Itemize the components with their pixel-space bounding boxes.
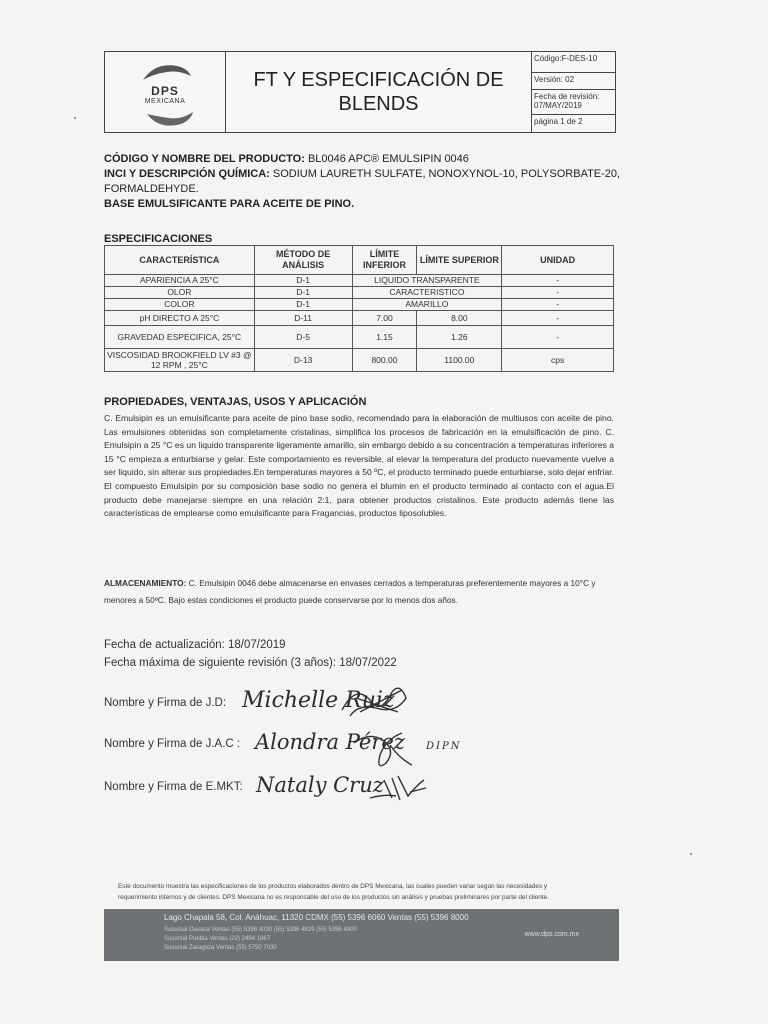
storage-label: ALMACENAMIENTO: [104, 578, 187, 588]
dates-section [104, 636, 397, 672]
scan-speck [690, 853, 692, 855]
cell-uni: - [502, 326, 614, 349]
product-code-line [104, 152, 624, 167]
meta-fecha-revision: Fecha de revisión: 07/MAY/2019 [532, 90, 615, 115]
meta-version: Versión: 02 [532, 73, 615, 90]
title-line-1: FT Y ESPECIFICACIÓN DE [253, 69, 504, 91]
signature-emkt-scribble-icon [366, 766, 430, 808]
cell-range: LIQUIDO TRANSPARENTE [352, 275, 502, 287]
title-line-2: BLENDS [338, 93, 419, 115]
product-info [104, 152, 624, 212]
footer-branch-2: Sucursal Puebla Ventas (22) 2494 1867 [164, 936, 271, 942]
fecha-siguiente-revision: Fecha máxima de siguiente revisión (3 años): 18/07/2022 [104, 657, 397, 669]
signature-emkt-label: Nombre y Firma de E.MKT: [104, 781, 243, 793]
product-base-text: BASE EMULSIFICANTE PARA ACEITE DE PINO. [104, 198, 355, 210]
cell-car: APARIENCIA A 25°C [105, 275, 255, 287]
col-inferior: LÍMITE INFERIOR [352, 246, 417, 275]
properties-text: C. Emulsipin es un emulsificante para aceite de pino base sodio, recomendado para la elaboración de multiusos con aceite de pino. Las emulsiones obtenidas son completamente cristalinas, simplifica los procesos de fabricación en la emulsificación de pino. C. Emulsipin a 25 °C es un liquido transparente ligeramente amarillo, sin embargo debido a su concentración a temperaturas inferiores a 15 °C empieza a enturbiarse y gelar. Este comportamiento es reversible, al elevar la temperatura del producto nuevamente vuelve a ser liquido, sin alterar sus propiedades.En temperaturas mayores a 50 ºC, el producto terminado puede enturbiarse, solo dejar enfriar. El compuesto Emulsipin por su composición base sodio no genera el blumin en el producto terminado al contacto con el agua.El producto debe manejarse siempre en una relación 2:1, para obtener productos cristalinos. Este producto además tiene las características de emplearse como emulsificante para Fragancias, productos liposolubles. [104, 413, 614, 519]
cell-uni: - [502, 287, 614, 299]
company-logo [105, 52, 226, 132]
footer-band [104, 909, 619, 961]
document-title [226, 52, 532, 132]
table-row [105, 299, 614, 311]
col-caracteristica: CARACTERÍSTICA [105, 246, 255, 275]
cell-range: CARACTERISTICO [352, 287, 502, 299]
logo-subtitle: MEXICANA [144, 98, 186, 105]
cell-range: AMARILLO [352, 299, 502, 311]
table-row [105, 311, 614, 326]
fecha-actualizacion: Fecha de actualización: 18/07/2019 [104, 639, 286, 651]
disclaimer-line-2: requerimiento internos y de clientes. DPS Mexicana no es responsable del uso de los productos sin análisis y pruebas preliminares por parte del cliente. [118, 894, 549, 901]
table-row [105, 275, 614, 287]
disclaimer [118, 881, 638, 903]
product-inci-label: INCI Y DESCRIPCIÓN QUÍMICA: [104, 168, 270, 180]
document-meta [532, 52, 615, 132]
product-code-label: CÓDIGO Y NOMBRE DEL PRODUCTO: [104, 153, 305, 165]
cell-car: COLOR [105, 299, 255, 311]
col-superior: LÍMITE SUPERIOR [417, 246, 502, 275]
product-inci-value: SODIUM LAURETH SULFATE, NONOXYNOL-10, POLYSORBATE-20, FORMALDEHYDE. [104, 168, 621, 195]
cell-met: D-13 [254, 349, 352, 372]
specs-table [104, 245, 614, 372]
footer-website: www.dps.com.mx [524, 931, 579, 938]
cell-inf: 7.00 [352, 311, 417, 326]
cell-met: D-1 [254, 287, 352, 299]
cell-car: OLOR [105, 287, 255, 299]
product-code-value: BL0046 APC® EMULSIPIN 0046 [307, 153, 469, 165]
specs-header-row [105, 246, 614, 275]
cell-sup: 8.00 [417, 311, 502, 326]
signature-jd-label: Nombre y Firma de J.D: [104, 697, 227, 709]
signature-jac-label: Nombre y Firma de J.A.C : [104, 738, 241, 750]
signature-jac-name: Alondra Pérez [255, 730, 405, 754]
col-metodo: MÉTODO DE ANÁLISIS [254, 246, 352, 275]
footer-address: Lago Chapala 58, Col. Anáhuac, 11320 CDMX (55) 5396 6060 Ventas (55) 5396 8000 [164, 913, 469, 922]
signature-emkt-name: Nataly Cruz [256, 773, 384, 797]
specs-title: ESPECIFICACIONES [104, 233, 213, 245]
signature-jac-extra: DIPN [426, 741, 462, 752]
disclaimer-line-1: Este documento muestra las especificaciones de los productos elaborados dentro de DPS Mexicana, las cuales pueden variar según las necesidades y [118, 883, 548, 890]
footer-branch-1: Sucursal Oaxaca Ventas (55) 5396 4030 (55) 5396 4829 (55) 5396 4000 [164, 927, 357, 933]
signature-jd-scribble-icon [336, 680, 416, 724]
cell-sup: 1100.00 [417, 349, 502, 372]
cell-car: GRAVEDAD ESPECIFICA, 25°C [105, 326, 255, 349]
cell-inf: 1.15 [352, 326, 417, 349]
cell-met: D-5 [254, 326, 352, 349]
meta-codigo: Código:F-DES-10 [532, 52, 615, 73]
cell-met: D-11 [254, 311, 352, 326]
scan-speck [74, 117, 76, 119]
col-unidad: UNIDAD [502, 246, 614, 275]
storage-text: C. Emulsipin 0046 debe almacenarse en envases cerrados a temperaturas preferentemente mayores a 10°C y menores a 50ºC. Bajo estas condiciones el producto puede conservarse por lo menos dos años. [104, 578, 596, 605]
cell-sup: 1.26 [417, 326, 502, 349]
product-base [104, 197, 624, 212]
cell-met: D-1 [254, 299, 352, 311]
table-row [105, 287, 614, 299]
cell-uni: - [502, 275, 614, 287]
product-inci-line [104, 167, 624, 197]
document-header [104, 51, 616, 133]
table-row [105, 349, 614, 372]
cell-car: VISCOSIDAD BROOKFIELD LV #3 @ 12 RPM , 25°C [105, 349, 255, 372]
signature-jd-name: Michelle Ruiz [242, 688, 395, 713]
cell-met: D-1 [254, 275, 352, 287]
table-row [105, 326, 614, 349]
logo-name: DPS [151, 84, 179, 98]
cell-uni: cps [502, 349, 614, 372]
footer-branch-3: Sucursal Zaragoza Ventas (55) 5750 7030 [164, 945, 277, 951]
cell-uni: - [502, 299, 614, 311]
storage-section [104, 575, 619, 609]
meta-pagina: página 1 de 2 [534, 117, 583, 126]
cell-uni: - [502, 311, 614, 326]
cell-inf: 800.00 [352, 349, 417, 372]
properties-title: PROPIEDADES, VENTAJAS, USOS Y APLICACIÓN [104, 396, 367, 408]
cell-car: pH DIRECTO A 25°C [105, 311, 255, 326]
